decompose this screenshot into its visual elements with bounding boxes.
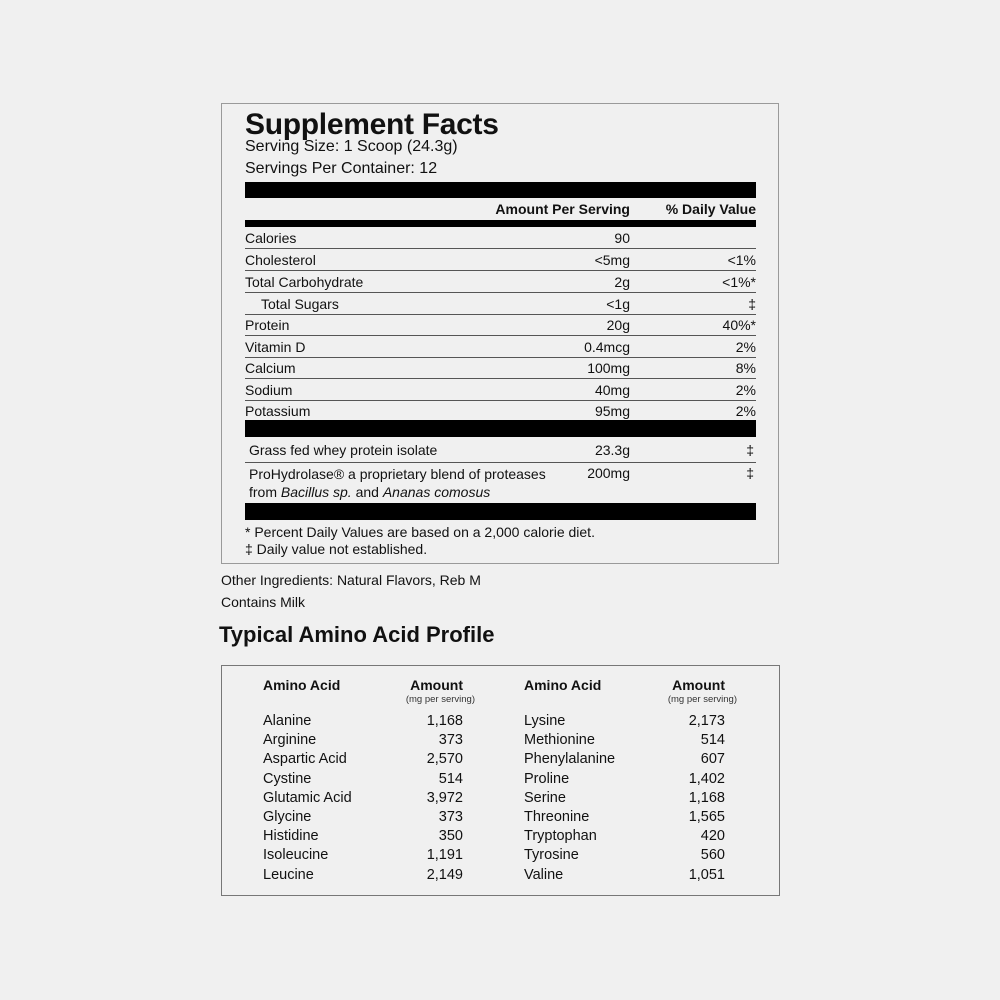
nutrient-amount: 40mg bbox=[594, 382, 630, 398]
nutrient-amount: 0.4mcg bbox=[584, 339, 630, 355]
amino-acid-amount: 420 bbox=[700, 828, 725, 845]
ingredient-row bbox=[245, 438, 756, 463]
amino-acid-amount: 607 bbox=[700, 751, 725, 768]
other-ingredients: Other Ingredients: Natural Flavors, Reb M bbox=[221, 572, 481, 588]
amino-acid-name: Proline bbox=[524, 770, 570, 787]
amino-acid-amount: 1,565 bbox=[688, 809, 725, 825]
amino-acid-amount: 514 bbox=[700, 732, 725, 749]
servings-per-container: Servings Per Container: 12 bbox=[245, 160, 438, 177]
name-text: from bbox=[249, 484, 281, 500]
amino-acid-amount: 2,149 bbox=[426, 866, 463, 883]
nutrient-dv: 40%* bbox=[722, 317, 756, 333]
nutrient-name: Calories bbox=[245, 230, 297, 246]
amino-acid-name: Histidine bbox=[263, 828, 319, 845]
nutrient-row bbox=[245, 379, 756, 401]
footnote-dv: * Percent Daily Values are based on a 2,000 calorie diet. bbox=[245, 524, 595, 540]
amino-acid-name: Arginine bbox=[263, 732, 317, 749]
divider-bar bbox=[245, 420, 756, 437]
amino-acid-name: Glycine bbox=[263, 809, 312, 825]
nutrient-row bbox=[245, 314, 756, 336]
nutrient-row bbox=[245, 400, 756, 422]
nutrient-dv: 2% bbox=[735, 403, 756, 419]
amino-acid-amount: 373 bbox=[438, 809, 463, 825]
nutrient-amount: <5mg bbox=[594, 252, 630, 268]
nutrient-amount: 100mg bbox=[587, 360, 630, 376]
amino-acid-name: Valine bbox=[524, 866, 564, 883]
amino-acid-name: Isoleucine bbox=[263, 847, 329, 864]
amount-header: Amount Per Serving bbox=[495, 201, 630, 217]
name-italic: Bacillus sp. bbox=[280, 484, 352, 500]
panel-title: Supplement Facts bbox=[245, 108, 499, 141]
amino-acid-name: Alanine bbox=[263, 713, 312, 729]
ingredient-dv: ‡ bbox=[746, 442, 754, 458]
nutrient-dv: 2% bbox=[735, 339, 756, 355]
amino-acid-amount: 1,051 bbox=[688, 866, 725, 883]
amino-acid-name: Aspartic Acid bbox=[263, 751, 347, 768]
divider-bar bbox=[245, 220, 756, 227]
nutrient-dv: 8% bbox=[735, 360, 756, 376]
amino-amount-header: Amount bbox=[410, 677, 463, 693]
nutrient-name: Total Sugars bbox=[261, 296, 339, 312]
nutrient-name: Sodium bbox=[245, 382, 293, 398]
nutrient-dv: <1%* bbox=[722, 274, 756, 290]
amino-name-header: Amino Acid bbox=[524, 677, 602, 693]
nutrient-dv: ‡ bbox=[748, 296, 756, 312]
dv-header: % Daily Value bbox=[665, 201, 756, 217]
amino-name-header: Amino Acid bbox=[263, 677, 341, 693]
ingredient-amount: 200mg bbox=[587, 465, 630, 481]
amino-acid-amount: 514 bbox=[438, 770, 463, 787]
amino-acid-amount: 1,191 bbox=[426, 847, 463, 864]
name-italic: Ananas comosus bbox=[382, 484, 491, 500]
amino-acid-name: Serine bbox=[524, 789, 566, 806]
name-line1: ProHydrolase® a proprietary blend of proteases bbox=[249, 466, 546, 482]
nutrient-amount: 20g bbox=[606, 317, 630, 333]
amino-amount-header: Amount bbox=[672, 677, 725, 693]
amino-acid-amount: 1,168 bbox=[426, 713, 463, 729]
nutrient-row bbox=[245, 357, 756, 379]
ingredient-name bbox=[249, 465, 546, 501]
amino-acid-amount: 2,173 bbox=[688, 713, 725, 729]
nutrient-name: Vitamin D bbox=[245, 339, 306, 355]
amino-acid-name: Leucine bbox=[263, 866, 314, 883]
amino-acid-name: Tyrosine bbox=[524, 847, 579, 864]
footnote-not-established: ‡ Daily value not established. bbox=[245, 541, 428, 557]
nutrient-row bbox=[245, 227, 756, 249]
nutrient-name: Cholesterol bbox=[245, 252, 316, 268]
amino-acid-amount: 1,168 bbox=[688, 789, 725, 806]
nutrient-row bbox=[245, 271, 756, 293]
divider-bar bbox=[245, 503, 756, 520]
nutrient-amount: 2g bbox=[614, 274, 630, 290]
nutrient-dv: <1% bbox=[727, 252, 756, 268]
nutrient-name: Protein bbox=[245, 317, 290, 333]
nutrient-row bbox=[245, 249, 756, 271]
ingredient-dv: ‡ bbox=[746, 465, 754, 481]
amino-acid-name: Threonine bbox=[524, 809, 590, 825]
amino-acid-name: Tryptophan bbox=[524, 828, 597, 845]
nutrient-amount: <1g bbox=[606, 296, 630, 312]
allergen-statement: Contains Milk bbox=[221, 594, 306, 610]
amino-acid-amount: 1,402 bbox=[688, 770, 725, 787]
amino-unit-header: (mg per serving) bbox=[667, 694, 737, 705]
ingredient-amount: 23.3g bbox=[594, 442, 630, 458]
nutrient-name: Total Carbohydrate bbox=[245, 274, 364, 290]
amino-acid-name: Phenylalanine bbox=[524, 751, 616, 768]
amino-acid-name: Glutamic Acid bbox=[263, 789, 352, 806]
amino-title: Typical Amino Acid Profile bbox=[219, 622, 495, 647]
nutrient-dv: 2% bbox=[735, 382, 756, 398]
amino-acid-amount: 2,570 bbox=[426, 751, 463, 768]
amino-acid-amount: 350 bbox=[438, 828, 463, 845]
nutrient-name: Potassium bbox=[245, 403, 311, 419]
nutrient-amount: 90 bbox=[614, 230, 630, 246]
amino-acid-amount: 560 bbox=[700, 847, 725, 864]
amino-acid-name: Cystine bbox=[263, 770, 312, 787]
amino-acid-amount: 373 bbox=[438, 732, 463, 749]
amino-acid-amount: 3,972 bbox=[426, 789, 463, 806]
ingredient-row bbox=[245, 463, 756, 503]
nutrient-row bbox=[245, 293, 756, 315]
name-text: and bbox=[351, 484, 383, 500]
nutrient-name: Calcium bbox=[245, 360, 296, 376]
amino-acid-name: Lysine bbox=[524, 713, 566, 729]
ingredient-name: Grass fed whey protein isolate bbox=[249, 442, 438, 458]
divider-bar bbox=[245, 182, 756, 198]
nutrient-row bbox=[245, 336, 756, 358]
nutrient-amount: 95mg bbox=[594, 403, 630, 419]
amino-unit-header: (mg per serving) bbox=[405, 694, 475, 705]
amino-acid-name: Methionine bbox=[524, 732, 595, 749]
serving-size: Serving Size: 1 Scoop (24.3g) bbox=[245, 138, 458, 155]
